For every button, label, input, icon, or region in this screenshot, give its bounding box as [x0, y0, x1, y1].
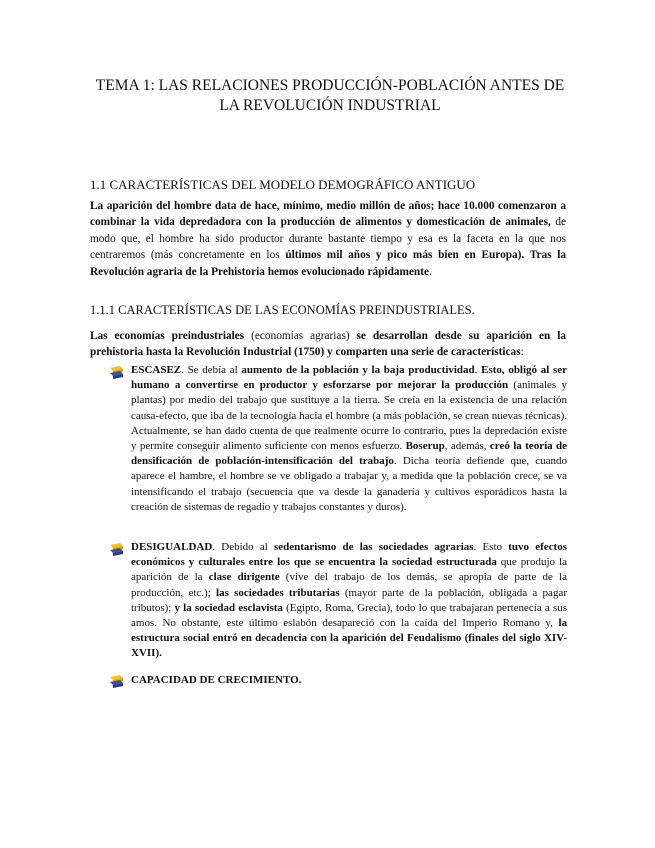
page-title: [80, 76, 580, 116]
title-line-2: LA REVOLUCIÓN INDUSTRIAL: [219, 97, 441, 114]
subsection-heading-economias: 1.1.1 CARACTERÍSTICAS DE LAS ECONOMÍAS PREINDUSTRIALES.: [90, 303, 475, 317]
bullet-escasez: ESCASEZ. Se debía al aumento de la población y la baja productividad. Esto, obligó al ser humano a convertirse en productor y esforzarse por mejorar la producción (animales y plantas) por medio del trabajo que sustituye a la tierra. Se creía en la existencia de una relación causa-efecto, que iba de la tecnología hacia el hombre (a más población, se crean nuevas técnicas). Actualmente, se han dado cuenta de que realmente ocurre lo contrario, pues la depredación existe y permite conseguir alimento suficiente con menos esfuerzo. Boserup, además, creó la teoría de densificación de población-intensificación del trabajo. Dicha teoría defiende que, cuando aparece el hambre, el hombre se ve obligado a trabajar y, a medida que la población crece, se va intensificando el trabajo (secuencia que va desde la ganadería y cultivos esporádicos hasta la creación de sistemas de regadío y trabajos constantes y duros).: [131, 364, 567, 513]
book-bullet-icon: [108, 365, 126, 379]
section-heading-demografico: 1.1 CARACTERÍSTICAS DEL MODELO DEMOGRÁFICO ANTIGUO: [90, 177, 476, 192]
paragraph-economias: Las economías preindustriales (economías agrarias) se desarrollan desde su aparición en la prehistoria hasta la Revolución Industrial (1750) y comparten una serie de características:: [90, 330, 566, 359]
book-bullet-icon: [108, 674, 126, 688]
bullet-desigualdad: DESIGUALDAD. Debido al sedentarismo de las sociedades agrarias. Esto tuvo efectos económicos y culturales entre los que se encuentra la sociedad estructurada que produjo la aparición de la clase dirigente (vive del trabajo de los demás, se apropia de parte de la producción, etc.); las sociedades tributarias (mayor parte de la población, obligada a pagar tributos); y la sociedad esclavista (Egipto, Roma, Grecia), todo lo que trabajaran pertenecía a sus amos. No obstante, este último eslabón desapareció con la caída del Imperio Romano y, la estructura social entró en decadencia con la aparición del Feudalismo (finales del siglo XIV-XVII).: [131, 541, 568, 660]
bullet-capacidad: CAPACIDAD DE CRECIMIENTO.: [131, 674, 302, 686]
title-line-1: TEMA 1: LAS RELACIONES PRODUCCIÓN-POBLACIÓN ANTES DE: [95, 77, 565, 94]
paragraph-intro: La aparición del hombre data de hace, mínimo, medio millón de años; hace 10.000 comenzaron a combinar la vida depredadora con la producción de alimentos y domesticación de animales, de modo que, el hombre ha sido productor durante bastante tiempo y esa es la faceta en la que nos centraremos (más concretamente en los últimos mil años y pico más bien en Europa). Tras la Revolución agraria de la Prehistoria hemos evolucionado rápidamente.: [90, 200, 566, 278]
book-bullet-icon: [108, 542, 126, 556]
